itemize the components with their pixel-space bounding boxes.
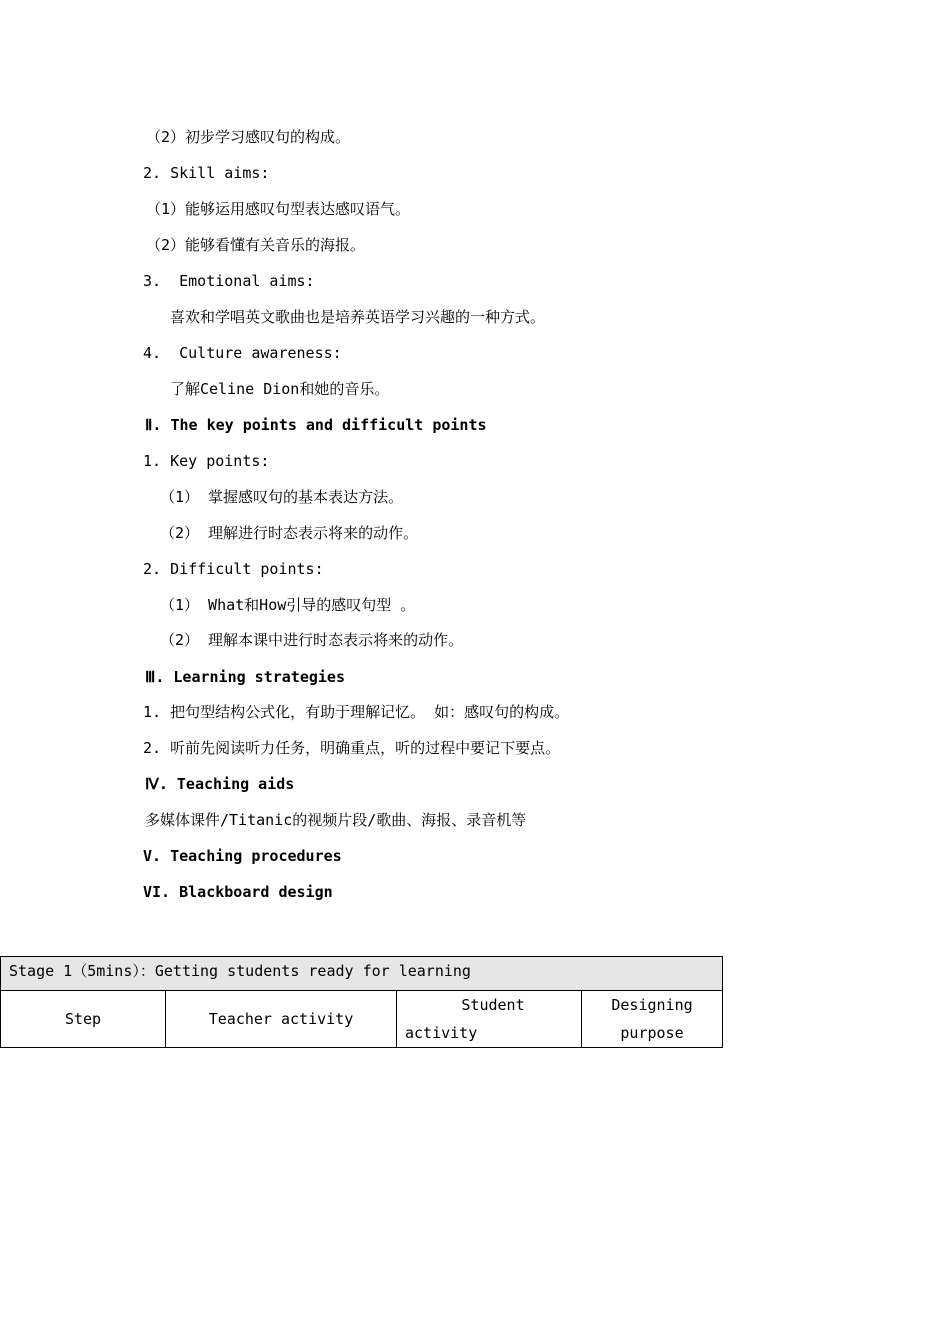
header-student-activity xyxy=(397,991,582,1048)
text-line: （2）初步学习感叹句的构成。 xyxy=(146,128,351,146)
text-line: （1） 掌握感叹句的基本表达方法。 xyxy=(160,488,404,506)
text-line: 多媒体课件/Titanic的视频片段/歌曲、海报、录音机等 xyxy=(145,811,527,829)
stage-title: Stage 1（5mins）：Getting students ready for learning xyxy=(9,962,471,980)
header-step-label: Step xyxy=(64,1010,102,1028)
part-heading: VI. Blackboard design xyxy=(143,883,333,901)
header-student-label-2: activity xyxy=(405,1024,478,1042)
header-teacher-label: Teacher activity xyxy=(208,1010,354,1028)
header-student-label-1: Student xyxy=(461,996,525,1014)
text-line: （2）能够看懂有关音乐的海报。 xyxy=(146,236,366,254)
procedure-table xyxy=(0,956,723,1048)
header-purpose-label-1: Designing xyxy=(611,996,693,1014)
header-designing-purpose xyxy=(582,991,723,1048)
text-line: 1. 把句型结构公式化，有助于理解记忆。 如：感叹句的构成。 xyxy=(143,703,570,721)
text-line: 喜欢和学唱英文歌曲也是培养英语学习兴趣的一种方式。 xyxy=(170,308,546,326)
text-line: （2） 理解进行时态表示将来的动作。 xyxy=(160,524,419,542)
text-line: 了解Celine Dion和她的音乐。 xyxy=(170,380,390,398)
text-line: 2. 听前先阅读听力任务，明确重点，听的过程中要记下要点。 xyxy=(143,739,561,757)
text-line: （1）能够运用感叹句型表达感叹语气。 xyxy=(146,200,411,218)
section-heading: 3. Emotional aims: xyxy=(143,272,315,290)
stage-row xyxy=(1,957,723,991)
part-heading: V. Teaching procedures xyxy=(143,847,342,865)
header-step xyxy=(1,991,166,1048)
text-line: （2） 理解本课中进行时态表示将来的动作。 xyxy=(160,631,464,649)
part-heading: Ⅲ. Learning strategies xyxy=(145,668,345,686)
section-heading: 2. Skill aims: xyxy=(143,164,270,182)
section-heading: 2. Difficult points: xyxy=(143,560,324,578)
part-heading: Ⅳ. Teaching aids xyxy=(145,775,295,793)
header-row xyxy=(1,991,723,1048)
text-line: （1） What和How引导的感叹句型 。 xyxy=(160,596,416,614)
section-heading: 1. Key points: xyxy=(143,452,270,470)
header-purpose-label-2: purpose xyxy=(620,1024,684,1042)
stage-cell xyxy=(1,957,723,991)
part-heading: Ⅱ. The key points and difficult points xyxy=(145,416,487,434)
section-heading: 4. Culture awareness: xyxy=(143,344,342,362)
header-teacher-activity xyxy=(166,991,397,1048)
